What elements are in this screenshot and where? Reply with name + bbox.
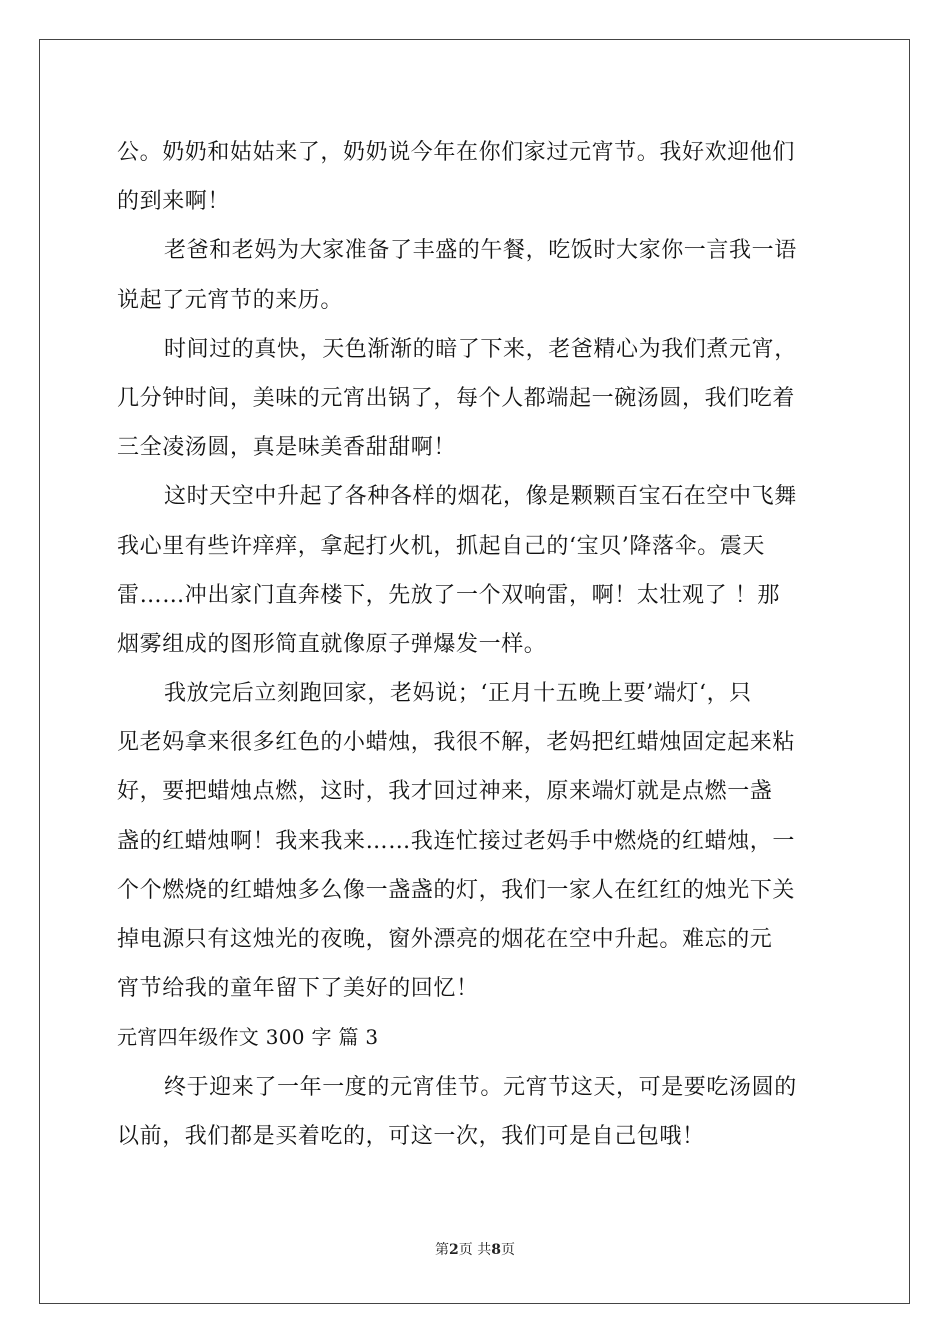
paragraph-line: 烟雾组成的图形简直就像原子弹爆发一样。 (117, 631, 547, 657)
paragraph-line: 以前，我们都是买着吃的，可这一次，我们可是自己包哦！ (117, 1123, 705, 1149)
paragraph-line: 公。奶奶和姑姑来了，奶奶说今年在你们家过元宵节。我好欢迎他们 (117, 140, 796, 165)
paragraph-line: 说起了元宵节的来历。 (117, 287, 344, 313)
paragraph-line: 这时天空中升起了各种各样的烟花，像是颗颗百宝石在空中飞舞 (164, 484, 797, 510)
paragraph-line: 见老妈拿来很多红色的小蜡烛，我很不解，老妈把红蜡烛固定起来粘 (117, 730, 796, 756)
paragraph-line: 雷……冲出家门直奔楼下，先放了一个双响雷，啊！太壮观了 ！那 (117, 582, 780, 608)
page-footer (0, 1239, 950, 1259)
paragraph-line: 掉电源只有这烛光的夜晚，窗外漂亮的烟花在空中升起。难忘的元 (117, 927, 773, 952)
paragraph-line: 终于迎来了一年一度的元宵佳节。元宵节这天，可是要吃汤圆的 (164, 1074, 797, 1100)
section-heading: 元宵四年级作文 300 字 篇 3 (117, 1025, 379, 1050)
paragraph-line: 个个燃烧的红蜡烛多么像一盏盏的灯，我们一家人在红红的烛光下关 (117, 877, 796, 903)
current-page-number: 2 (449, 1242, 459, 1258)
paragraph-line: 几分钟时间，美味的元宵出锅了，每个人都端起一碗汤圆，我们吃着 (117, 385, 796, 411)
paragraph-line: 好，要把蜡烛点燃，这时，我才回过神来，原来端灯就是点燃一盏 (117, 779, 773, 805)
document-body (117, 128, 833, 1161)
page-suffix: 页 (500, 1242, 515, 1258)
paragraph-line: 时间过的真快，天色渐渐的暗了下来，老爸精心为我们煮元宵， (164, 336, 797, 362)
paragraph-line: 三全凌汤圆，真是味美香甜甜啊！ (117, 435, 457, 461)
paragraph-line: 宵节给我的童年留下了美好的回忆！ (117, 976, 479, 1002)
page-prefix: 第 (435, 1242, 450, 1258)
paragraph-line: 我放完后立刻跑回家，老妈说；‘正月十五晚上要’端灯‘，只 (164, 681, 752, 707)
page-mid: 页 共 (458, 1242, 492, 1258)
total-page-number: 8 (491, 1242, 501, 1258)
paragraph-line: 盏的红蜡烛啊！我来我来……我连忙接过老妈手中燃烧的红蜡烛，一 (117, 828, 796, 854)
paragraph-line: 我心里有些许痒痒，拿起打火机，抓起自己的‘宝贝’降落伞。震天 (117, 533, 765, 559)
paragraph-line: 的到来啊！ (117, 189, 231, 215)
paragraph-line: 老爸和老妈为大家准备了丰盛的午餐，吃饭时大家你一言我一语 (164, 238, 797, 264)
